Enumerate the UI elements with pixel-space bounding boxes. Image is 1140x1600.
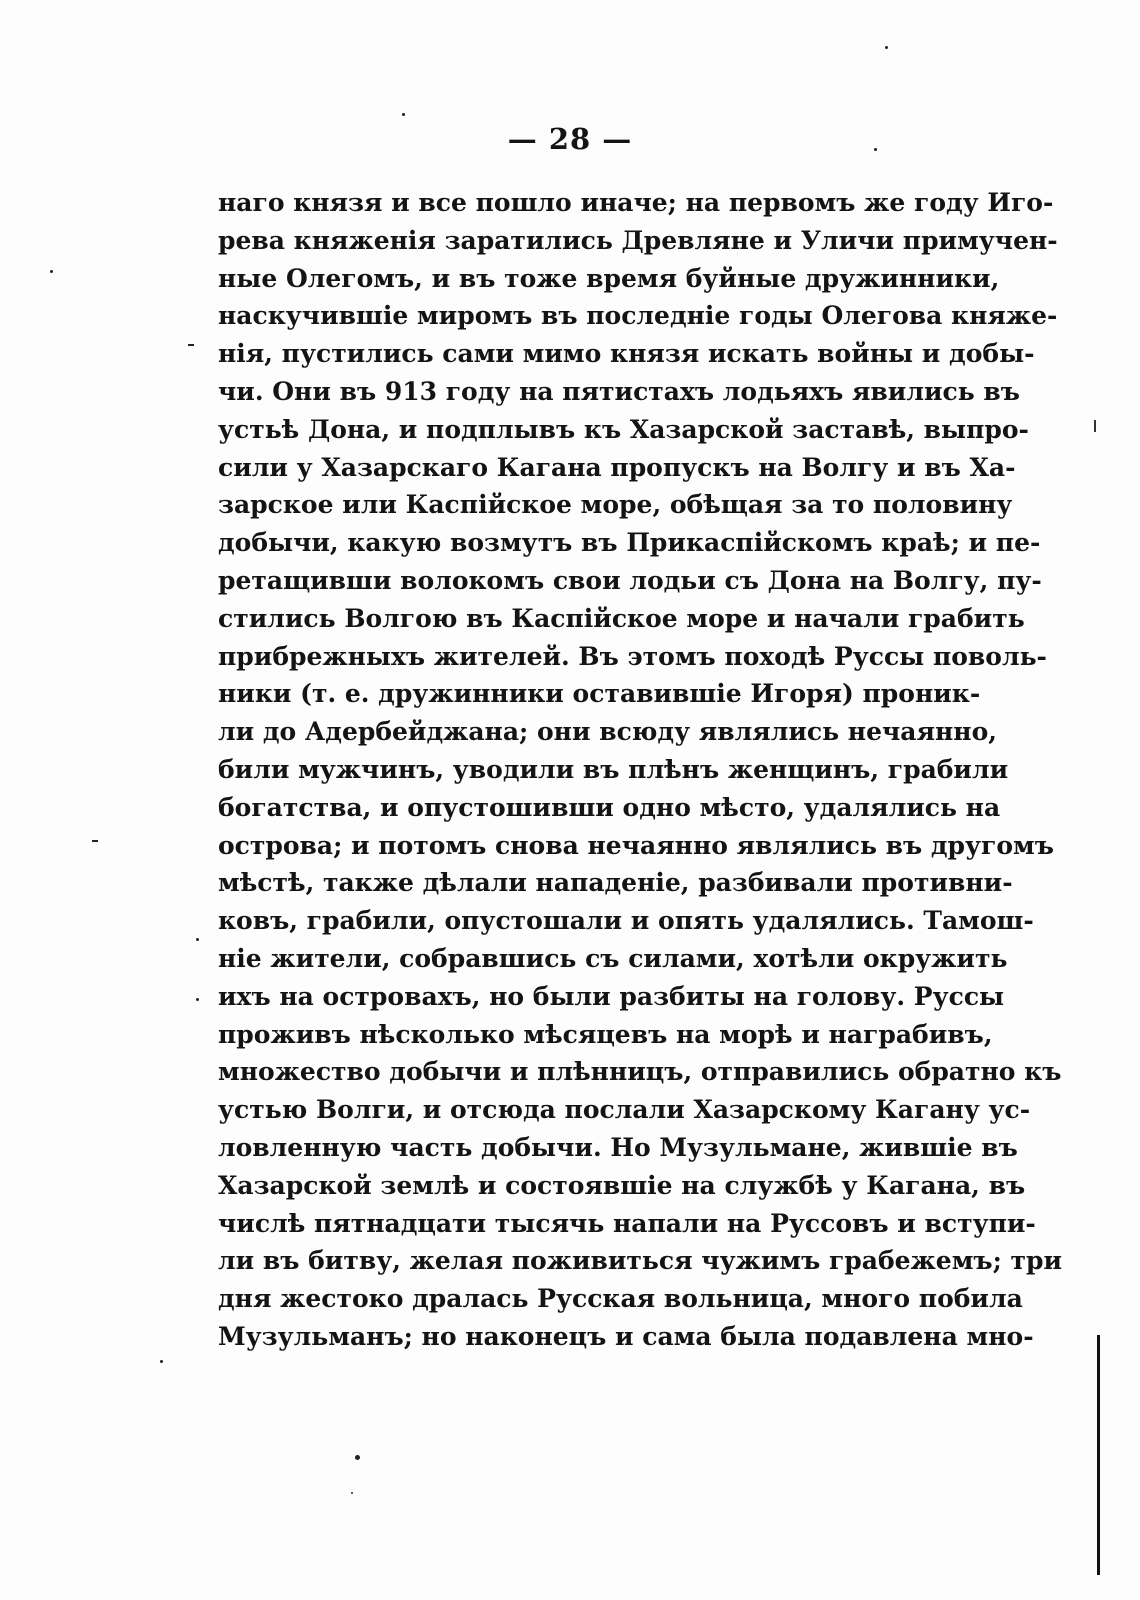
text-line: чи. Они въ 913 году на пятистахъ лодьяхъ явились въ (218, 376, 1020, 406)
scan-speck (351, 1492, 353, 1494)
text-line: острова; и потомъ снова нечаянно являлись въ другомъ (218, 830, 1054, 860)
text-line: рева княженія заратились Древляне и Уличи примучен- (218, 225, 1058, 255)
text-line: прибрежныхъ жителей. Въ этомъ походѣ Руссы поволь- (218, 641, 1047, 671)
scan-speck (355, 1455, 360, 1460)
scan-speck (92, 840, 98, 842)
scan-speck (196, 938, 199, 941)
text-line: дня жестоко дралась Русская вольница, много побила (218, 1284, 1023, 1314)
scan-speck (50, 270, 53, 273)
text-line: ковъ, грабили, опустошали и опять удалялись. Тамош- (218, 906, 1034, 936)
scan-speck (188, 344, 194, 346)
text-line: устьѣ Дона, и подплывъ къ Хазарской заставѣ, выпро- (218, 414, 1029, 444)
scan-speck (160, 1360, 163, 1363)
text-line: богатства, и опустошивши одно мѣсто, удалялись на (218, 792, 1001, 822)
text-line: добычи, какую возмутъ въ Прикаспійскомъ краѣ; и пе- (218, 528, 1041, 558)
scan-speck (874, 148, 877, 151)
scan-speck (196, 998, 199, 1001)
text-line: били мужчинъ, уводили въ плѣнъ женщинъ, грабили (218, 754, 1009, 784)
text-line: нія, пустились сами мимо князя искать войны и добы- (218, 339, 1035, 369)
text-line: ловленную часть добычи. Но Музульмане, жившіе въ (218, 1132, 1018, 1162)
text-line: наскучившіе миромъ въ последніе годы Олегова княже- (218, 301, 1058, 331)
text-line: ники (т. е. дружинники оставившіе Игоря) проник- (218, 679, 981, 709)
text-line: устью Волги, и отсюда послали Хазарскому Кагану ус- (218, 1095, 1031, 1125)
scan-mark (1094, 420, 1096, 432)
page-edge-rule (1097, 1335, 1100, 1575)
body-text (218, 184, 1063, 1356)
text-line: ли до Адербейджана; они всюду являлись нечаянно, (218, 717, 997, 747)
text-line: Музульманъ; но наконецъ и сама была подавлена мно- (218, 1321, 1034, 1351)
text-line: ретащивши волокомъ свои лодьи съ Дона на Волгу, пу- (218, 565, 1042, 595)
text-line: ные Олегомъ, и въ тоже время буйные дружинники, (218, 263, 1000, 293)
scan-speck (402, 113, 405, 116)
text-line: сили у Хазарскаго Кагана пропускъ на Волгу и въ Ха- (218, 452, 1016, 482)
text-line: множество добычи и плѣнницъ, отправились обратно къ (218, 1057, 1062, 1087)
text-line: ихъ на островахъ, но были разбиты на голову. Руссы (218, 981, 1005, 1011)
scan-speck (885, 46, 888, 49)
text-line: ли въ битву, желая поживиться чужимъ грабежемъ; три (218, 1246, 1063, 1276)
text-line: стились Волгою въ Каспійское море и начали грабить (218, 603, 1025, 633)
text-line: проживъ нѣсколько мѣсяцевъ на морѣ и награбивъ, (218, 1019, 993, 1049)
text-line: ніе жители, собравшись съ силами, хотѣли окружить (218, 943, 1008, 973)
text-line: наго князя и все пошло иначе; на первомъ же году Иго- (218, 188, 1054, 217)
text-line: Хазарской землѣ и состоявшіе на службѣ у Кагана, въ (218, 1170, 1026, 1200)
text-line: мѣстѣ, также дѣлали нападеніе, разбивали противни- (218, 868, 1013, 898)
page-number: — 28 — (507, 122, 633, 156)
text-line: числѣ пятнадцати тысячь напали на Руссовъ и вступи- (218, 1208, 1036, 1238)
text-line: зарское или Каспійское море, обѣщая за то половину (218, 490, 1013, 520)
